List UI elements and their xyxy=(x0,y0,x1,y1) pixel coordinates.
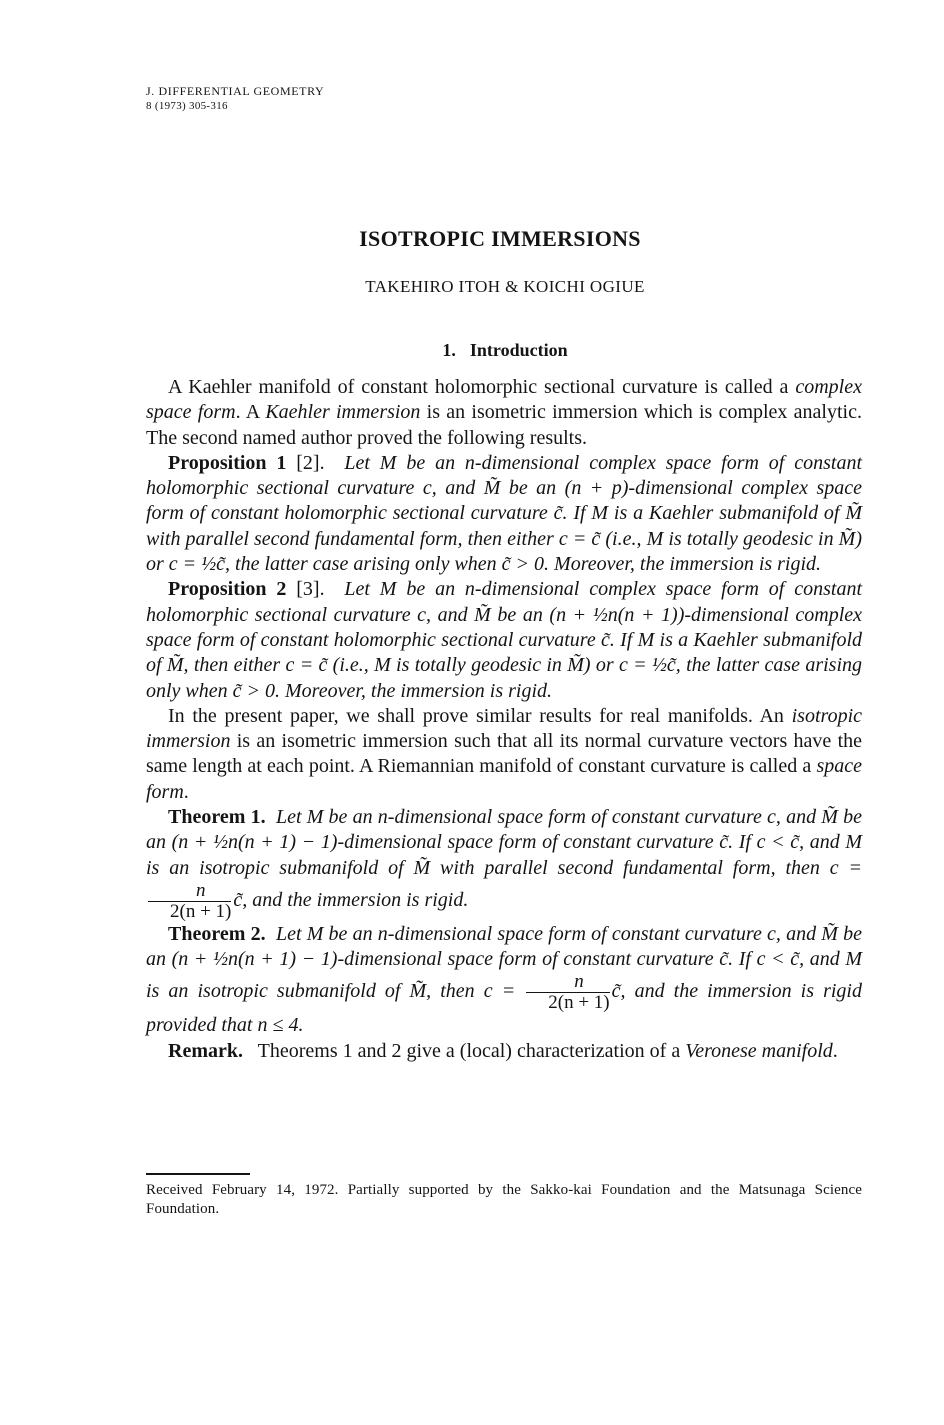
remark: Remark. Theorems 1 and 2 give a (local) characterization of a Veronese manifold. xyxy=(168,1039,838,1062)
theorem-1-label: Theorem 1. xyxy=(168,806,266,829)
proposition-1 xyxy=(146,451,862,577)
theorem-2 xyxy=(146,922,862,1039)
footnote-rule xyxy=(146,1173,250,1175)
proposition-1-statement: Let M be an n-dimensional complex space form of constant holomorphic sectional curvature c, and M̃ be an (n + p)-dimensional complex space form of constant holomorphic sectional curvature c̃. If M is a Kaehler submanifold of M̃ with parallel second fundamental form, then either c = c̃ (i.e., M is totally geodesic in M̃) or c = ½c̃, the latter case arising only when c̃ > 0. Moreover, the immersion is rigid. xyxy=(146,451,862,576)
footnote: Received February 14, 1972. Partially supported by the Sakko-kai Foundation and the Matsunaga Science Foundation. xyxy=(146,1182,862,1217)
term-complex-space-form: complex space form xyxy=(146,376,862,424)
present-paper-paragraph: In the present paper, we shall prove similar results for real manifolds. An isotropic immersion is an isometric immersion such that all its normal curvature vectors have the same length at each point. A Riemannian manifold of constant curvature is called a space form. xyxy=(146,704,862,803)
theorem-2-conclusion: c̃, and the immersion is rigid provided that n ≤ 4. xyxy=(146,980,862,1037)
paper-title: ISOTROPIC IMMERSIONS xyxy=(359,226,641,251)
body-text xyxy=(146,375,862,1064)
theorem-2-fraction: $\frac{n}{2(n + 1)}$ xyxy=(526,972,609,1013)
term-kaehler-immersion: Kaehler immersion xyxy=(265,401,421,424)
section-title: Introduction xyxy=(469,340,568,360)
term-space-form: space form xyxy=(146,755,862,803)
term-veronese-manifold: Veronese manifold xyxy=(685,1039,833,1062)
journal-volume: 8 (1973) 305-316 xyxy=(146,100,228,112)
theorem-2-label: Theorem 2. xyxy=(168,922,266,945)
proposition-1-ref: [2]. xyxy=(286,451,325,474)
journal-header xyxy=(146,84,324,114)
paper-authors: TAKEHIRO ITOH & KOICHI OGIUE xyxy=(365,277,645,296)
proposition-2-label: Proposition 2 xyxy=(168,578,287,601)
term-isotropic-immersion: isotropic immersion xyxy=(146,704,862,753)
proposition-1-label: Proposition 1 xyxy=(168,451,287,474)
theorem-1-conclusion: c̃, and the immersion is rigid. xyxy=(233,888,469,911)
intro-paragraph: A Kaehler manifold of constant holomorphic sectional curvature is called a complex space form. A Kaehler immersion is an isometric immersion which is complex analytic. The second named author proved the following results. xyxy=(146,376,862,449)
proposition-2-statement: Let M be an n-dimensional complex space form of constant holomorphic sectional curvature c, and M̃ be an (n + ½n(n + 1))-dimensional complex space form of constant holomorphic sectional curvature c̃. If M is a Kaehler submanifold of M̃, then either c = c̃ (i.e., M is totally geodesic in M̃) or c = ½c̃, the latter case arising only when c̃ > 0. Moreover, the immersion is rigid. xyxy=(146,578,862,702)
remark-label: Remark. xyxy=(168,1039,243,1062)
section-number: 1. xyxy=(442,340,456,360)
theorem-1-statement: Let M be an n-dimensional space form of constant curvature c, and M̃ be an (n + ½n(n + 1) − 1)-dimensional space form of constant curvature c̃. If c < c̃, and M is an isotropic submanifold of M̃ with parallel second fundamental form, then c = xyxy=(146,806,862,879)
theorem-1 xyxy=(146,805,862,922)
proposition-2 xyxy=(146,577,862,703)
section-heading xyxy=(0,340,944,361)
journal-name: J. DIFFERENTIAL GEOMETRY xyxy=(146,84,325,98)
theorem-2-statement: Let M be an n-dimensional space form of constant curvature c, and M̃ be an (n + ½n(n + 1) − 1)-dimensional space form of constant curvature c̃. If c < c̃, and M is an isotropic submanifold of M̃, then c = xyxy=(146,922,862,1003)
proposition-2-ref: [3]. xyxy=(286,578,325,601)
theorem-1-fraction: $\frac{n}{2(n + 1)}$ xyxy=(148,881,231,922)
remark-text: Theorems 1 and 2 give a (local) characterization of a xyxy=(257,1039,686,1062)
